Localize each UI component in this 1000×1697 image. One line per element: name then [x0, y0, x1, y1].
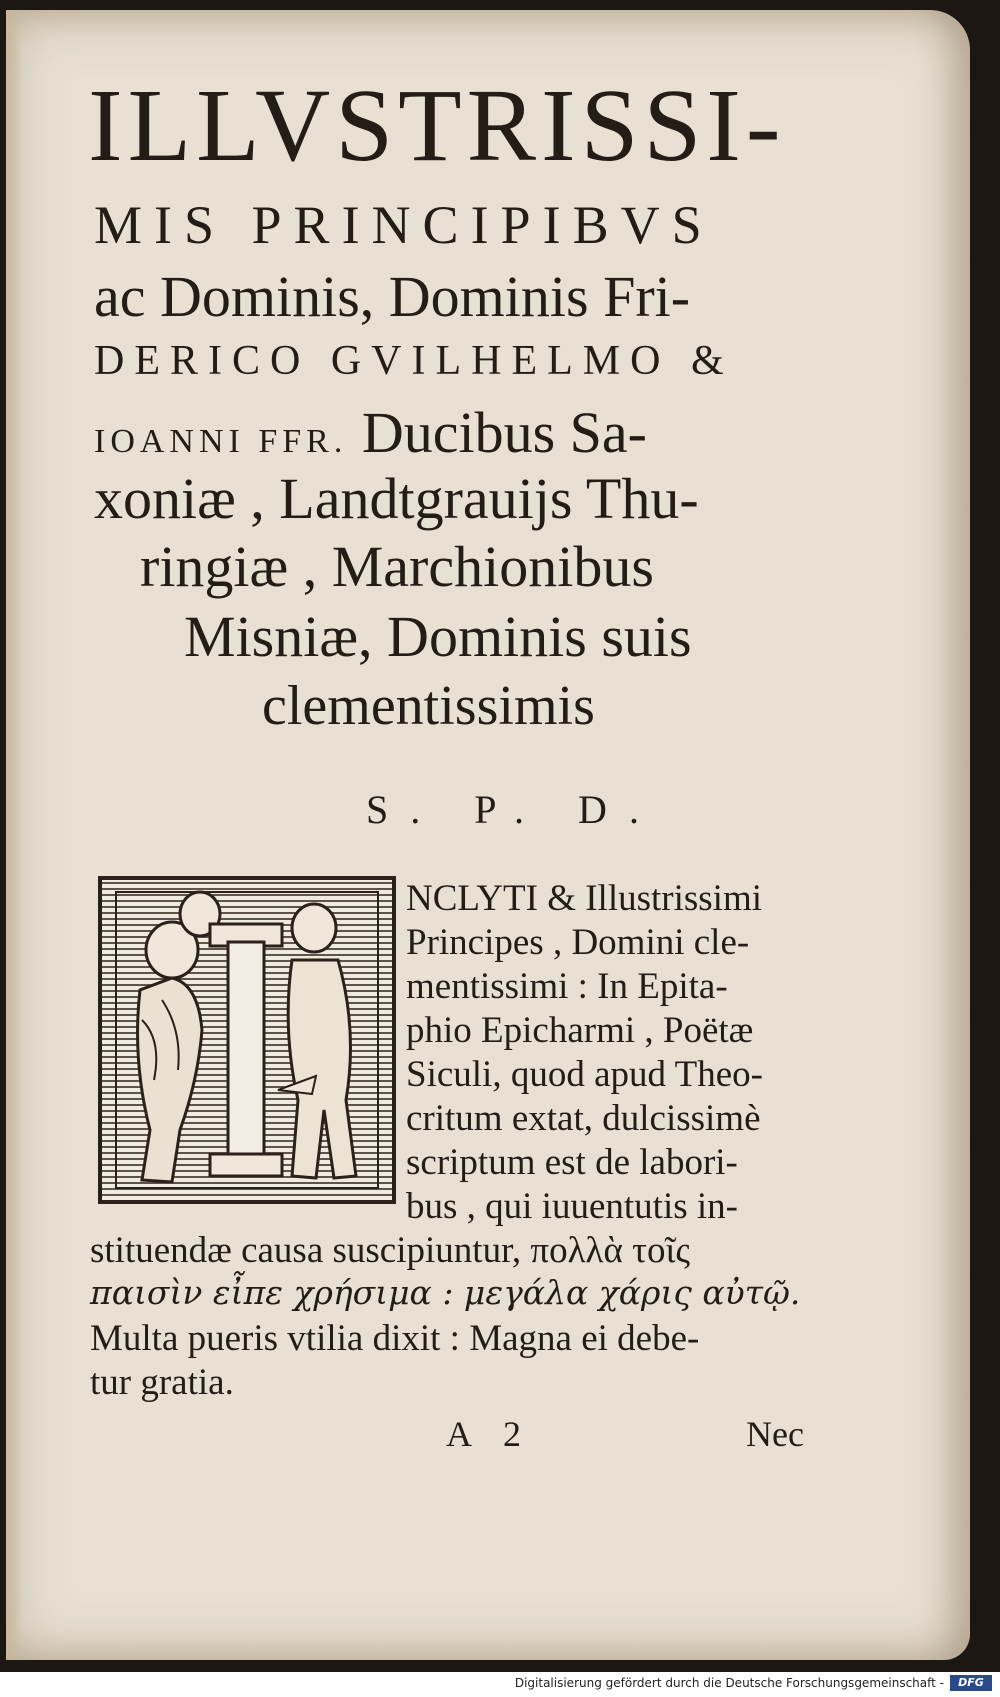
heading-line-9: clementissimis: [262, 675, 595, 737]
text-line: Principes , Domini cle-: [406, 922, 750, 963]
heading-line-6: xoniæ , Landtgrauijs Thu-: [94, 466, 699, 531]
dfg-logo: DFG: [950, 1675, 992, 1691]
signature-mark: A 2: [446, 1414, 522, 1454]
text-line: Siculi, quod apud Theo-: [406, 1054, 763, 1095]
decorated-initial-woodcut: [98, 876, 396, 1204]
heading-line-1: ILLVSTRISSI-: [88, 68, 786, 183]
catchword: Nec: [746, 1414, 804, 1454]
text-line: scriptum est de labori-: [406, 1142, 738, 1183]
book-page: [6, 10, 970, 1660]
heading-line-4: DERICO GVILHELMO &: [94, 338, 734, 384]
text-line: bus , qui iuuentutis in-: [406, 1186, 738, 1227]
heading-line-5-smallcaps: IOANNI FFR.: [94, 423, 348, 460]
text-line: NCLYTI & Illustrissimi: [406, 878, 763, 919]
text-line: Multa pueris vtilia dixit : Magna ei debe-: [90, 1318, 700, 1359]
heading-line-3: ac Dominis, Dominis Fri-: [94, 264, 691, 329]
text-line: stituendæ causa suscipiuntur, πολλὰ τοῖς: [90, 1230, 691, 1271]
salutation: S. P. D.: [366, 787, 661, 832]
heading-line-5: [94, 400, 647, 465]
heading-line-5-roman: Ducibus Sa-: [347, 400, 647, 465]
heading-line-2: MIS PRINCIPIBVS: [94, 195, 714, 255]
heading-line-8: Misniæ, Dominis suis: [184, 604, 692, 669]
greek-text-line: παισὶν εἶπε χρήσιμα : μεγάλα χάρις αὐτῷ.: [90, 1273, 801, 1312]
digitization-footer: [0, 1672, 1000, 1697]
text-line: mentissimi : In Epita-: [406, 966, 728, 1007]
text-line: phio Epicharmi , Poëtæ: [406, 1010, 754, 1051]
woodcut-illustration: [102, 880, 392, 1200]
heading-line-7: ringiæ , Marchionibus: [140, 534, 654, 599]
footer-credit: Digitalisierung gefördert durch die Deutsche Forschungsgemeinschaft -: [514, 1676, 944, 1690]
text-line: tur gratia.: [90, 1362, 234, 1403]
text-line: critum extat, dulcissimè: [406, 1098, 761, 1139]
